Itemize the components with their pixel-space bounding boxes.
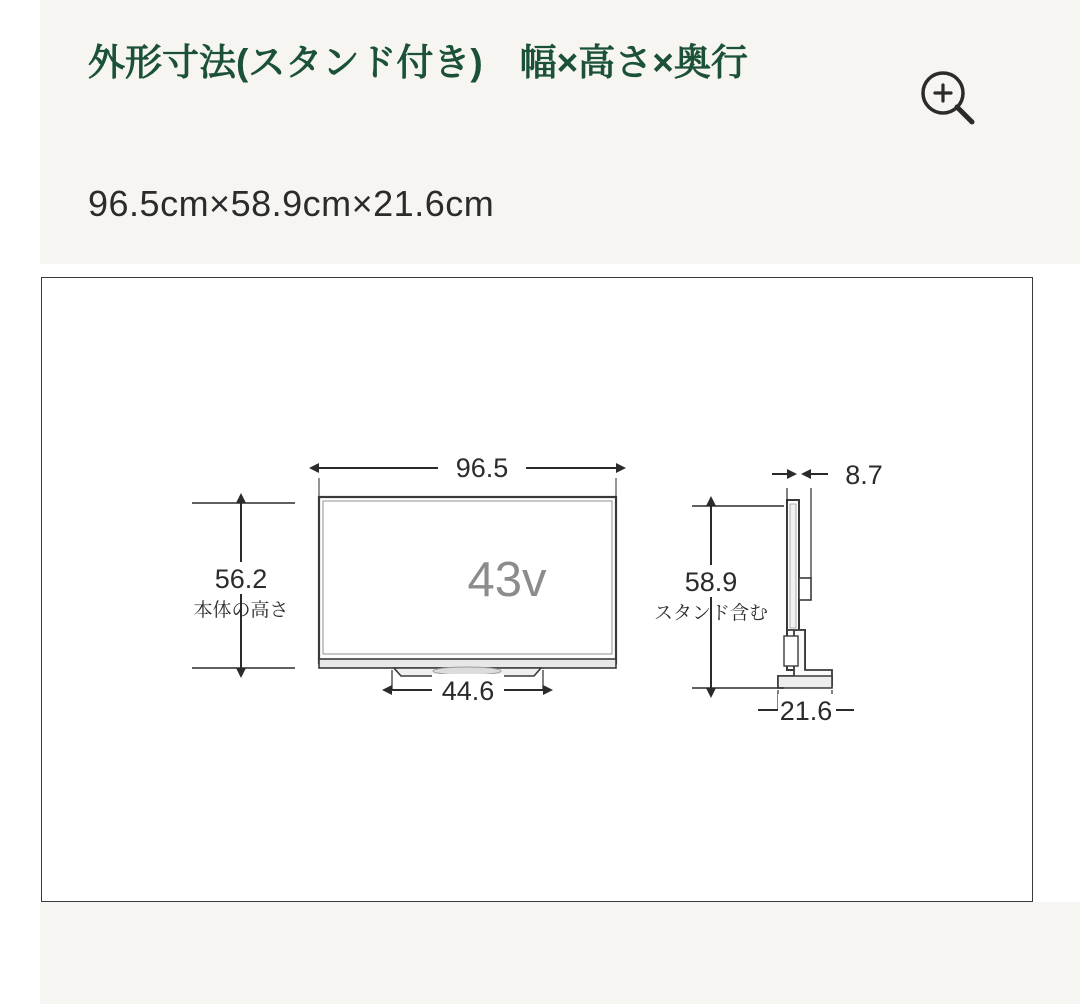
tv-dimension-drawing	[42, 278, 1034, 903]
stand-width-value: 44.6	[441, 676, 495, 706]
page-left-margin	[0, 0, 40, 1004]
base-depth-value: 21.6	[779, 696, 833, 726]
panel-depth-value: 8.7	[845, 460, 883, 490]
front-height-value: 56.2	[214, 564, 268, 594]
diagram-frame	[41, 277, 1033, 902]
front-width-value: 96.5	[455, 453, 509, 483]
front-view-tv	[319, 497, 616, 676]
footer-band	[40, 902, 1080, 1004]
front-height-dimension	[192, 503, 295, 668]
front-width-dimension	[319, 450, 616, 497]
screen-size-label: 43v	[467, 553, 547, 607]
page-title: 外形寸法(スタンド付き) 幅×高さ×奥行	[88, 42, 748, 83]
base-depth-dimension	[758, 690, 854, 726]
side-height-note: スタンド含む	[653, 603, 769, 624]
side-height-value: 58.9	[684, 567, 738, 597]
front-height-note: 本体の高さ	[193, 600, 289, 621]
side-view-tv	[778, 500, 832, 688]
dimensions-summary: 96.5cm×58.9cm×21.6cm	[88, 183, 495, 224]
magnifier-plus-icon[interactable]	[915, 66, 979, 130]
side-height-dimension	[654, 506, 784, 688]
